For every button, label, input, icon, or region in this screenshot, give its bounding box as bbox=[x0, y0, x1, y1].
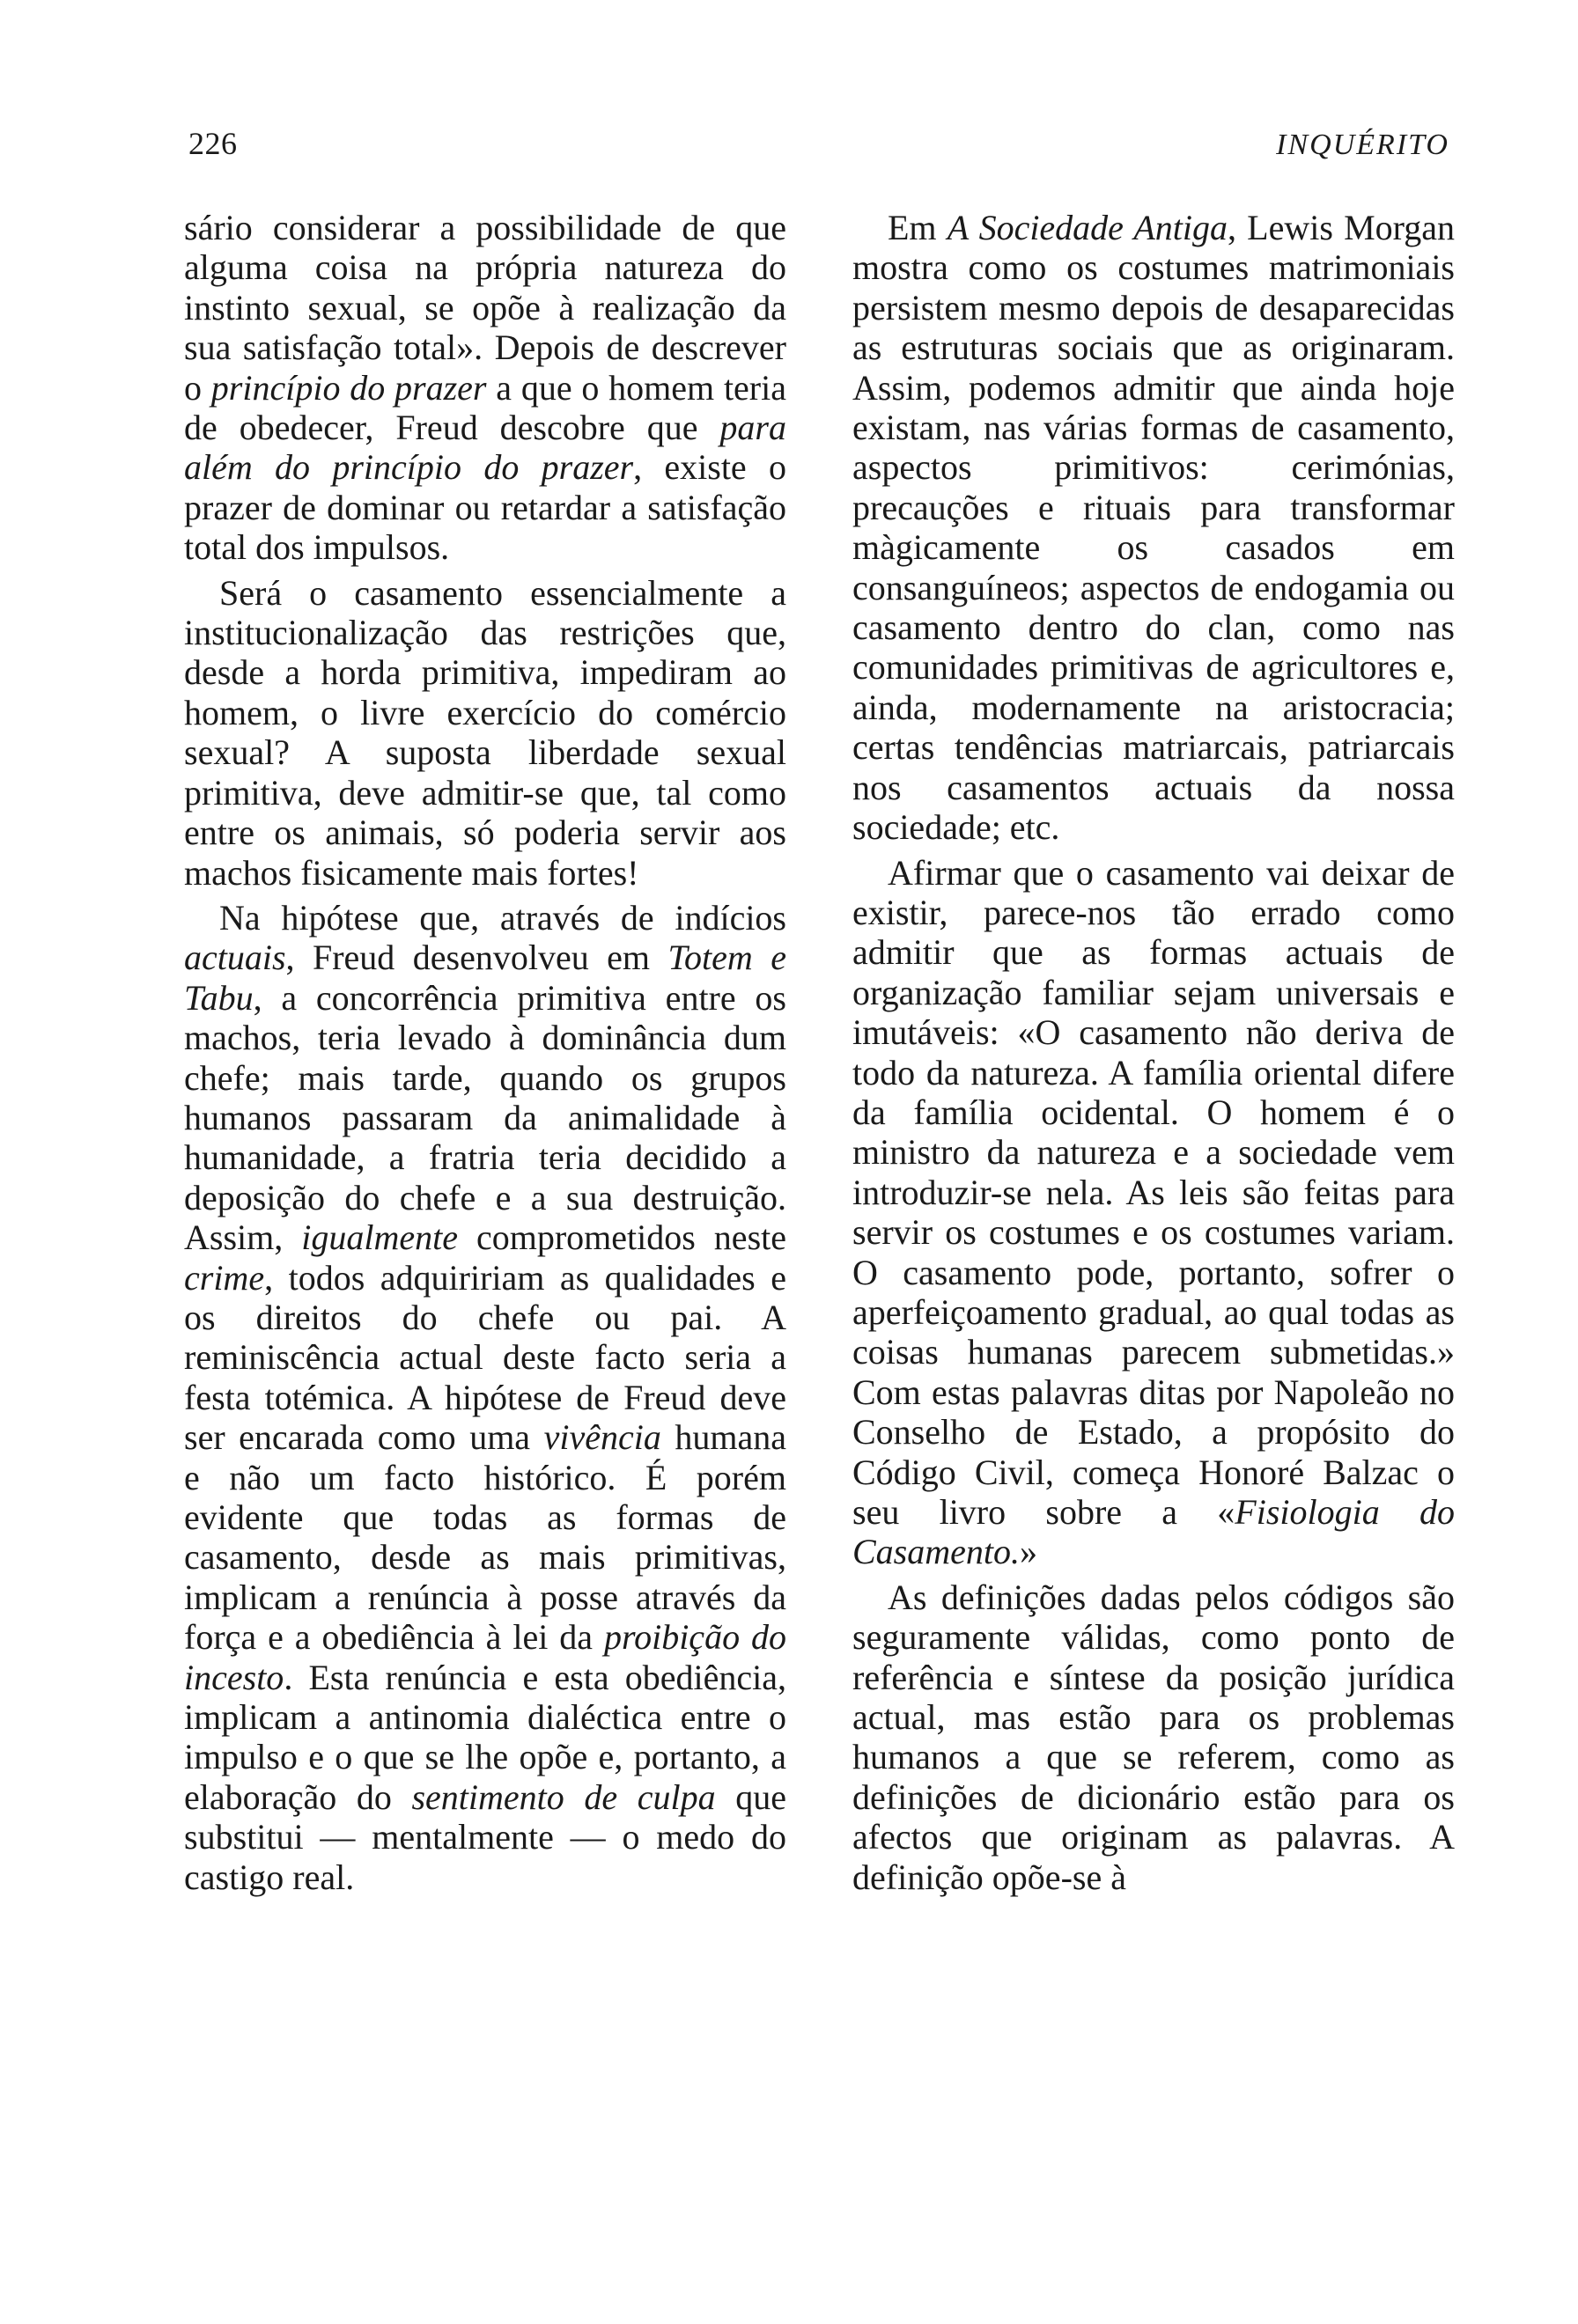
running-title: INQUÉRITO bbox=[1276, 129, 1449, 161]
text-run: , Freud desenvolveu em bbox=[285, 938, 668, 978]
italic-run: igualmente bbox=[301, 1217, 458, 1258]
left-paragraph-3 bbox=[184, 898, 786, 1897]
text-run: Na hipótese que, através de indícios bbox=[219, 897, 786, 938]
right-paragraph-3: As definições dadas pelos códigos são seguramente válidas, como ponto de referência e síntese da posição jurídica actual, mas estão para os problemas humanos a que se referem, como as definições de dicionário estão para os afectos que originam as palavras. A definição opõe-se à bbox=[852, 1577, 1455, 1897]
italic-run: sentimento de culpa bbox=[411, 1776, 716, 1817]
page-number: 226 bbox=[188, 126, 238, 161]
text-run: humana e não um facto histórico. É porém evidente que todas as formas de casamento, desde as mais primitivas, implicam a renúncia à posse através da força e a obediência à lei da bbox=[184, 1417, 786, 1658]
text-run: Em bbox=[888, 208, 948, 247]
italic-run: princípio do prazer bbox=[210, 367, 487, 408]
italic-run: Fisiologia do Casamento. bbox=[852, 1492, 1456, 1572]
italic-run: A Sociedade Antiga bbox=[947, 208, 1228, 247]
left-column bbox=[184, 208, 786, 1897]
italic-run: actuais bbox=[184, 938, 286, 978]
text-run: . Esta renúncia e esta obediência, implicam a antinomia dialéctica entre o impulso e o que se lhe opõe e, portanto, a elaboração do bbox=[184, 1657, 786, 1817]
text-run: , todos adquiririam as qualidades e os direitos do chefe ou pai. A reminiscência actual deste facto seria a festa totémica. A hipótese de Freud deve ser encarada como uma bbox=[184, 1257, 786, 1458]
text-run: que substitui — mentalmente — o medo do castigo real. bbox=[184, 1776, 787, 1897]
italic-run: vivência bbox=[543, 1417, 661, 1458]
italic-run: proibição do incesto bbox=[184, 1617, 787, 1697]
right-paragraph-2 bbox=[852, 853, 1455, 1572]
text-run: sário considerar a possibilidade de que alguma coisa na própria natureza do instinto sexual, se opõe à realização da sua satisfação total». Depois de descrever o bbox=[184, 208, 786, 408]
text-run: comprometidos neste bbox=[457, 1217, 786, 1258]
text-run: , a concorrência primitiva entre os machos, teria levado à dominância dum chefe; mais tarde, quando os grupos humanos passaram da animalidade à humanidade, a fratria teria decidido a deposição do chefe e a sua destruição. Assim, bbox=[184, 977, 786, 1258]
text-run: , existe o prazer de dominar ou retardar a satisfação total dos impulsos. bbox=[184, 447, 786, 568]
text-run: » bbox=[1020, 1532, 1037, 1572]
text-run: Afirmar que o casamento vai deixar de existir, parece-nos tão errado como admitir que as formas actuais de organização familiar sejam universais e imutáveis: «O casamento não deriva de todo da natureza. A família oriental difere da família ocidental. O homem é o ministro da natureza e a sociedade vem introduzir-se nela. As leis são feitas para servir os costumes e os costumes variam. O casamento pode, portanto, sofrer o aperfeiçoamento gradual, ao qual todas as coisas humanas parecem submetidas.» Com estas palavras ditas por Napoleão no Conselho de Estado, a propósito do Código Civil, começa Honoré Balzac o seu livro sobre a « bbox=[852, 852, 1455, 1532]
text-run: a que o homem teria de obedecer, Freud descobre que bbox=[184, 367, 786, 448]
right-paragraph-1 bbox=[852, 208, 1455, 848]
left-paragraph-2: Será o casamento essencialmente a institucionalização das restrições que, desde a horda primitiva, impediram ao homem, o livre exercício do comércio sexual? A suposta liberdade sexual primitiva, deve admitir-se que, tal como entre os animais, só poderia servir aos machos fisicamente mais fortes! bbox=[184, 572, 786, 893]
right-column bbox=[852, 208, 1455, 1897]
left-paragraph-1 bbox=[184, 208, 786, 568]
italic-run: Totem e Tabu bbox=[184, 938, 786, 1018]
italic-run: para além do princípio do prazer bbox=[184, 408, 786, 488]
italic-run: crime bbox=[184, 1257, 265, 1298]
text-run: , Lewis Morgan mostra como os costumes matrimoniais persistem mesmo depois de desaparecidas as estruturas sociais que as originaram. Assim, podemos admitir que ainda hoje existam, nas várias formas de casamento, aspectos primitivos: cerimónias, precauções e rituais para transformar màgicamente os casados em consanguíneos; aspectos de endogamia ou casamento dentro do clan, como nas comunidades primitivas de agricultores e, ainda, modernamente na aristocracia; certas tendências matriarcais, patriarcais nos casamentos actuais da nossa sociedade; etc. bbox=[852, 208, 1456, 848]
